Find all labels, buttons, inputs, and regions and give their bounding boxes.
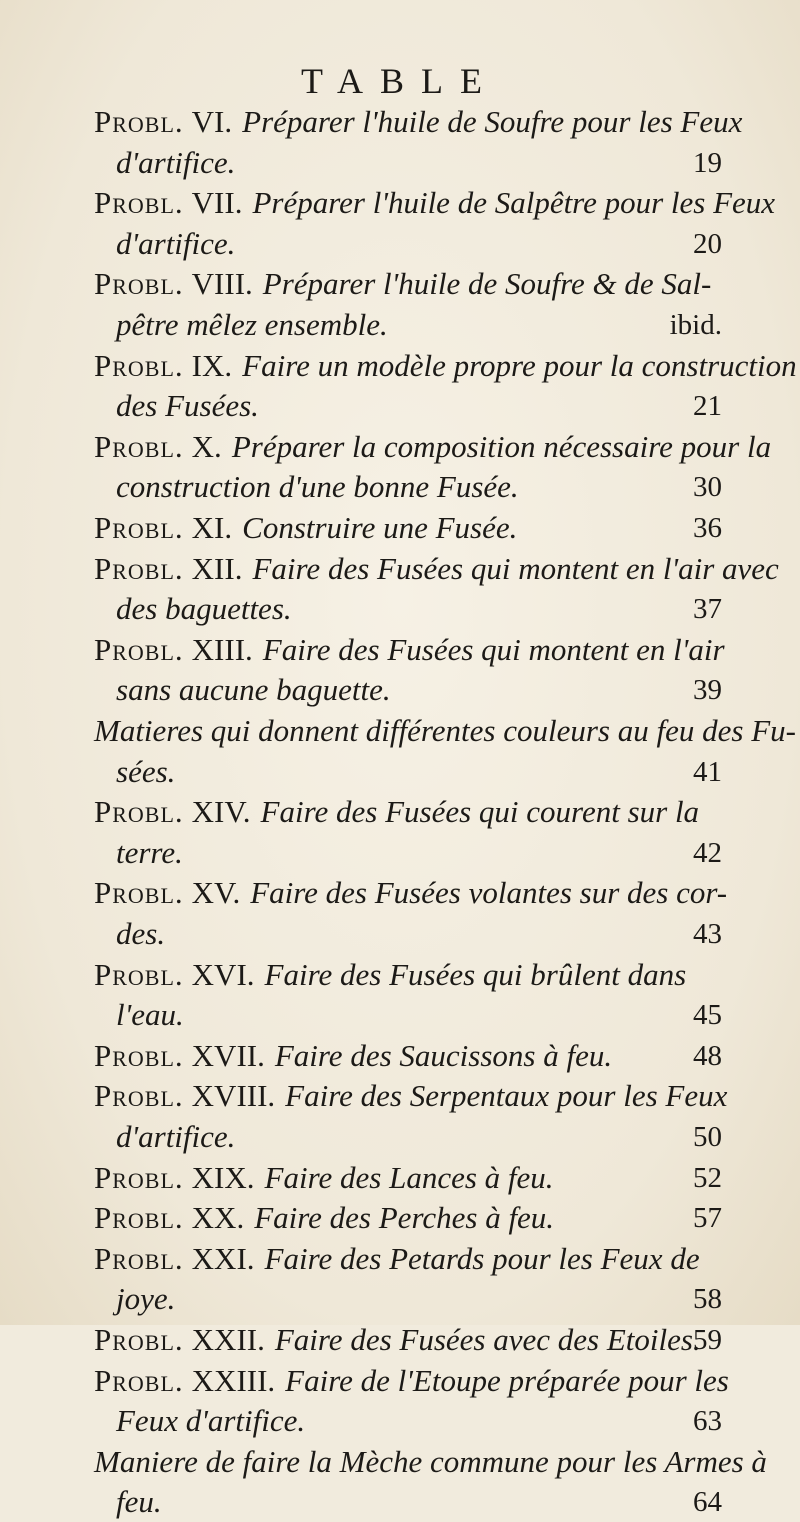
entry-title: Construire une Fusée. <box>242 510 518 545</box>
problem-label: Probl. <box>94 1200 184 1236</box>
toc-entry <box>94 508 722 548</box>
entry-title-continuation: feu. <box>116 1484 162 1520</box>
problem-number: XXI. <box>191 1240 255 1276</box>
page-number: 43 <box>693 918 722 950</box>
toc-entry-continuation <box>116 1117 722 1157</box>
toc-entry-continuation <box>116 670 722 710</box>
page-number: 58 <box>693 1283 722 1316</box>
problem-label: Probl. <box>94 956 184 992</box>
toc-entry <box>94 630 725 670</box>
entry-title: Matieres qui donnent différentes couleurs au feu des Fu- <box>94 713 796 748</box>
page-number: 39 <box>693 674 722 707</box>
entry-title: Faire des Petards pour les Feux de <box>264 1240 700 1276</box>
problem-label: Probl. <box>94 266 184 302</box>
toc-entry <box>94 427 772 467</box>
problem-label: Probl. <box>94 1078 184 1114</box>
toc-entry-continuation <box>116 914 722 954</box>
problem-number: VIII. <box>191 266 253 302</box>
problem-number: XI. <box>191 510 233 545</box>
entry-title: Faire des Perches à feu. <box>254 1200 555 1236</box>
page-number: 36 <box>693 512 722 544</box>
problem-label: Probl. <box>94 1322 184 1357</box>
problem-number: XXII. <box>191 1322 265 1357</box>
entry-title-continuation: d'artifice. <box>116 1119 236 1154</box>
toc-entry <box>94 792 722 832</box>
toc-entry <box>94 102 743 142</box>
page-number: 41 <box>693 755 722 788</box>
entry-title: Faire des Fusées qui brûlent dans <box>264 956 687 992</box>
toc-entry <box>94 1239 722 1279</box>
toc-entry <box>94 711 796 751</box>
page-number: 52 <box>693 1161 722 1194</box>
toc-entry-continuation <box>116 224 722 264</box>
toc-entry <box>94 873 728 913</box>
problem-label: Probl. <box>94 631 184 667</box>
entry-title: Faire des Serpentaux pour les Feux <box>285 1078 728 1114</box>
toc-entry <box>94 264 722 304</box>
toc-entry-continuation <box>116 1279 722 1319</box>
entry-title: Faire des Fusées qui courent sur la <box>260 794 700 830</box>
entry-title-continuation: Feux d'artifice. <box>116 1403 306 1439</box>
page-number: 21 <box>693 390 722 423</box>
entry-title: Faire des Lances à feu. <box>264 1159 554 1195</box>
toc-entry <box>94 1076 728 1116</box>
problem-number: XIX. <box>191 1159 255 1195</box>
entry-title-continuation: sans aucune baguette. <box>116 672 391 708</box>
problem-label: Probl. <box>94 104 184 139</box>
entry-title-continuation: pêtre mêlez ensemble. <box>116 307 388 342</box>
entry-title-continuation: d'artifice. <box>116 225 236 261</box>
problem-label: Probl. <box>94 185 184 221</box>
problem-number: X. <box>191 428 222 464</box>
entry-title-continuation: construction d'une bonne Fusée. <box>116 469 519 505</box>
entry-title-continuation: sées. <box>116 753 176 789</box>
page-number: 64 <box>693 1486 722 1519</box>
entry-title: Faire un modèle propre pour la construction <box>242 347 797 383</box>
problem-number: IX. <box>191 347 233 383</box>
problem-number: VI. <box>191 104 233 139</box>
toc-entry <box>94 1158 722 1198</box>
problem-label: Probl. <box>94 510 184 545</box>
page-number: 57 <box>693 1202 722 1235</box>
problem-number: XII. <box>191 550 243 586</box>
page-number: 19 <box>693 146 722 179</box>
toc-entry <box>94 1036 722 1076</box>
entry-title: Faire des Saucissons à feu. <box>274 1037 613 1073</box>
entry-title: Faire des Fusées qui montent en l'air <box>262 631 725 667</box>
page-number: ibid. <box>669 309 722 341</box>
page-number: 42 <box>693 836 722 869</box>
problem-label: Probl. <box>94 794 184 830</box>
toc-entry <box>94 1442 767 1482</box>
entry-title: Préparer l'huile de Salpêtre pour les Feux <box>252 185 776 221</box>
problem-label: Probl. <box>94 1362 184 1398</box>
page-number: 45 <box>693 999 722 1032</box>
problem-number: XIV. <box>191 794 251 830</box>
entry-title: Faire des Fusées qui montent en l'air avec <box>252 550 779 586</box>
problem-number: XVI. <box>191 956 255 992</box>
problem-number: XXIII. <box>191 1362 276 1398</box>
entry-title: Maniere de faire la Mèche commune pour les Armes à <box>94 1443 767 1479</box>
entry-title-continuation: d'artifice. <box>116 144 236 180</box>
entry-title-continuation: joye. <box>116 1281 176 1317</box>
page-number: 59 <box>693 1324 722 1356</box>
entry-title: Préparer l'huile de Soufre & de Sal- <box>262 266 712 302</box>
toc-entry <box>94 1320 722 1360</box>
toc-entry <box>94 955 722 995</box>
page-number: 30 <box>693 471 722 504</box>
problem-label: Probl. <box>94 550 184 586</box>
problem-number: XX. <box>191 1200 245 1236</box>
problem-label: Probl. <box>94 1159 184 1195</box>
entry-title-continuation: des Fusées. <box>116 388 259 424</box>
entry-title-continuation: des. <box>116 916 166 951</box>
page-number: 50 <box>693 1121 722 1153</box>
toc-entry <box>94 346 797 386</box>
entry-title-continuation: des baguettes. <box>116 591 292 627</box>
problem-number: XV. <box>191 875 241 911</box>
entry-title-continuation: l'eau. <box>116 997 184 1033</box>
page-number: 48 <box>693 1039 722 1072</box>
entry-title: Préparer l'huile de Soufre pour les Feux <box>242 104 743 139</box>
entry-title: Faire de l'Etoupe préparée pour les <box>285 1362 729 1398</box>
entry-title: Préparer la composition nécessaire pour la <box>231 428 772 464</box>
problem-label: Probl. <box>94 428 184 464</box>
problem-label: Probl. <box>94 347 184 383</box>
toc-entry <box>94 549 779 589</box>
entry-title-continuation: terre. <box>116 834 183 870</box>
problem-label: Probl. <box>94 1037 184 1073</box>
page-number: 20 <box>693 227 722 260</box>
toc-entry-continuation <box>116 467 722 507</box>
toc-entry-continuation <box>116 995 722 1035</box>
entry-title: Faire des Fusées volantes sur des cor- <box>250 875 728 911</box>
problem-number: XIII. <box>191 631 253 667</box>
toc-entry-continuation <box>116 143 722 183</box>
toc-entry <box>94 1198 722 1238</box>
problem-number: XVII. <box>191 1037 265 1073</box>
problem-number: VII. <box>191 185 243 221</box>
page-number: 37 <box>693 593 722 626</box>
toc-entry <box>94 1361 729 1401</box>
toc-entry-continuation <box>116 1482 722 1522</box>
entry-title: Faire des Fusées avec des Etoiles. <box>274 1322 701 1357</box>
toc-entry-continuation <box>116 589 722 629</box>
running-header: TABLE <box>300 61 500 101</box>
problem-number: XVIII. <box>191 1078 276 1114</box>
toc-entry-continuation <box>116 833 722 873</box>
toc-entry-continuation <box>116 752 722 792</box>
toc-entry-continuation <box>116 386 722 426</box>
page-number: 63 <box>693 1405 722 1438</box>
problem-label: Probl. <box>94 875 184 911</box>
toc-entry <box>94 183 776 223</box>
toc-entry-continuation <box>116 305 722 345</box>
problem-label: Probl. <box>94 1240 184 1276</box>
toc-entry-continuation <box>116 1401 722 1441</box>
